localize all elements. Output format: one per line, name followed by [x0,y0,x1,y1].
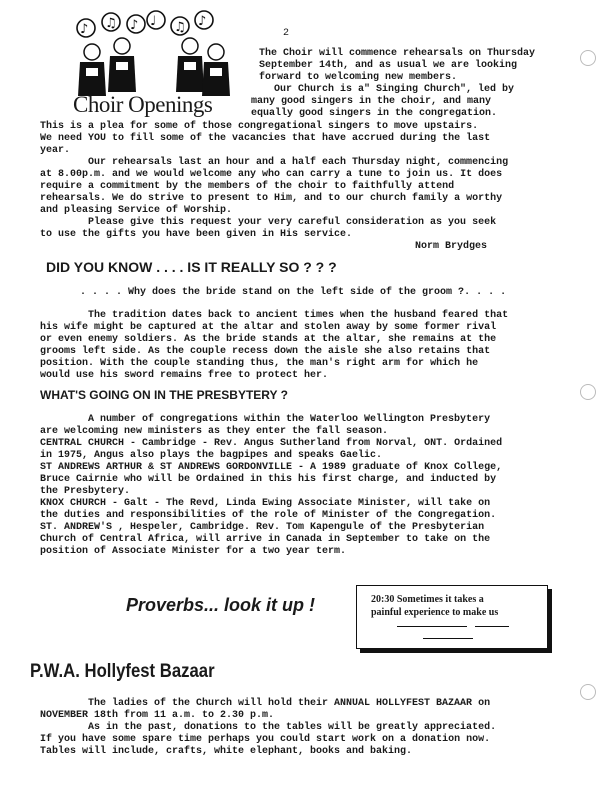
presbytery-line: in 1975, Angus also plays the bagpipes and speaks Gaelic. [40,450,383,461]
did-you-know-heading: DID YOU KNOW . . . . IS IT REALLY SO ? ? ? [46,259,337,275]
choir-line: This is a plea for some of those congregational singers to move upstairs. [40,121,479,132]
did-you-know-line: would use his sword remains free to protect her. [40,370,329,381]
choir-line: forward to welcoming new members. [259,72,458,83]
svg-text:♫: ♫ [105,16,117,31]
bazaar-heading: P.W.A. Hollyfest Bazaar [30,661,215,682]
svg-text:♪: ♪ [130,18,139,33]
svg-text:♫: ♫ [174,20,186,35]
choir-line: at 8.00p.m. and we would welcome any who can carry a tune to join us. It does [40,169,503,180]
bazaar-line: If you have some spare time perhaps you could start work on a donation now. [40,734,491,745]
choir-line: Please give this request your very careful consideration as you seek [88,217,497,228]
punch-hole-top [580,50,596,66]
choir-line: September 14th, and as usual we are looking [259,60,518,71]
choir-line: We need YOU to fill some of the vacancies that have accrued during the last [40,133,491,144]
did-you-know-line: grooms left side. As the couple recess down the aisle she also retains that [40,346,491,357]
punch-hole-bottom [580,684,596,700]
svg-text:♪: ♪ [198,14,207,29]
svg-text:♩: ♩ [150,14,157,29]
choir-line: Our Church is a" Singing Church", led by [274,84,515,95]
punch-hole-middle [580,384,596,400]
svg-text:♪: ♪ [80,22,89,37]
choir-logo-title: Choir Openings [73,92,213,117]
proverb-box-line: 20:30 Sometimes it takes a [371,594,484,605]
presbytery-line: A number of congregations within the Waterloo Wellington Presbytery [88,414,491,425]
did-you-know-line: or even enemy soldiers. As the bride stands at the altar, she remains at the [40,334,497,345]
presbytery-heading: WHAT'S GOING ON IN THE PRESBYTERY ? [40,388,288,402]
choir-line: many good singers in the choir, and many [251,96,492,107]
presbytery-line: ST ANDREWS ARTHUR & ST ANDREWS GORDONVILLE - A 1989 graduate of Knox College, [40,462,503,473]
choir-line: require a commitment by the members of the choir to faithfully attend [40,181,455,192]
bazaar-line: NOVEMBER 18th from 11 a.m. to 2.30 p.m. [40,710,275,721]
bazaar-line: Tables will include, crafts, white elephant, books and baking. [40,746,413,757]
presbytery-line: KNOX CHURCH - Galt - The Revd, Linda Ewing Associate Minister, will take on [40,498,491,509]
proverbs-heading: Proverbs... look it up ! [126,595,316,615]
proverb-blank-line [423,638,473,639]
proverb-box [356,585,548,649]
choir-line: year. [40,145,71,156]
proverb-blank-line [475,626,509,627]
choir-line: to use the gifts you have been given in His service. [40,229,353,240]
did-you-know-line: his wife might be captured at the altar and stolen away by some former rival [40,322,497,333]
presbytery-line: are welcoming new ministers as they enter the fall season. [40,426,389,437]
bazaar-line: The ladies of the Church will hold their ANNUAL HOLLYFEST BAZAAR on [88,698,491,709]
proverb-blank-line [397,626,467,627]
did-you-know-line: The tradition dates back to ancient times when the husband feared that [88,310,509,321]
choir-line: equally good singers in the congregation. [251,108,498,119]
choir-line: The Choir will commence rehearsals on Thursday [259,48,536,59]
presbytery-line: ST. ANDREW'S , Hespeler, Cambridge. Rev. Tom Kapengule of the Presbyterian [40,522,485,533]
page-number: 2 [283,28,290,39]
presbytery-line: Church of Central Africa, will arrive in Canada in September to take on the [40,534,491,545]
presbytery-line: the duties and responsibilities of the role of Minister of the Congregation. [40,510,497,521]
choir-line: and pleasing Service of Worship. [40,205,233,216]
choir-signature: Norm Brydges [415,241,488,252]
choir-line: Our rehearsals last an hour and a half each Thursday night, commencing [88,157,509,168]
proverb-box-line: painful experience to make us [371,607,499,618]
did-you-know-line: position. With the couple standing thus, the man's right arm for which he [40,358,479,369]
did-you-know-question: . . . . Why does the bride stand on the left side of the groom ?. . . . [80,287,507,298]
presbytery-line: the Presbytery. [40,486,131,497]
choir-singers-illustration [74,10,244,102]
bazaar-line: As in the past, donations to the tables will be greatly appreciated. [88,722,497,733]
presbytery-line: CENTRAL CHURCH - Cambridge - Rev. Angus Sutherland from Norval, ONT. Ordained [40,438,503,449]
presbytery-line: Bruce Cairnie who will be Ordained in this his first charge, and inducted by [40,474,497,485]
choir-line: rehearsals. We do strive to present to Him, and to our church family a worthy [40,193,503,204]
presbytery-line: position of Associate Minister for a two year term. [40,546,347,557]
